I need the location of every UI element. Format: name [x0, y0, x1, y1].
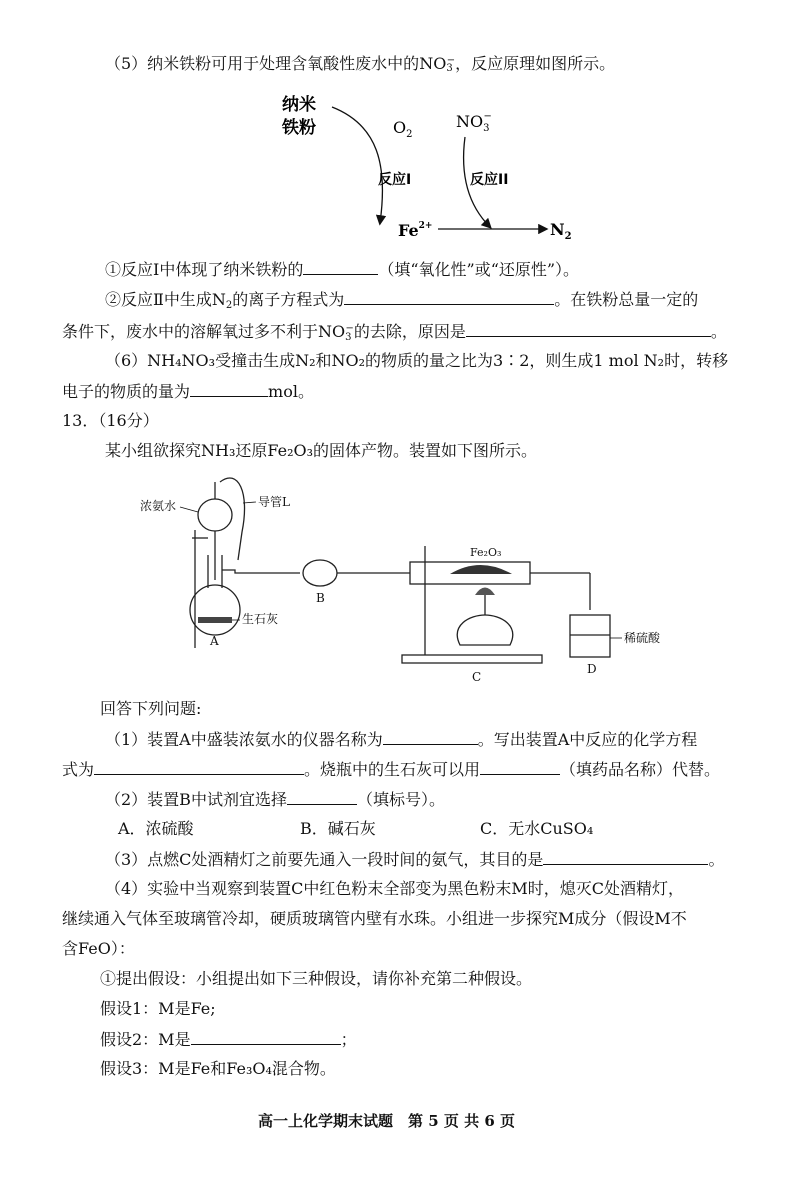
answer-blank[interactable] — [480, 758, 560, 775]
hypothesis-1: 假设1：M是Fe; — [100, 999, 216, 1018]
flask-a — [190, 585, 240, 635]
option-b: B．碱石灰 — [300, 819, 376, 838]
q5-sub2-line2-mid: 的去除，原因是 — [353, 322, 466, 341]
q5-sub2-line2-text: 条件下，废水中的溶解氧过多不利于NO — [62, 322, 346, 341]
reaction1-label: 反应I — [378, 172, 412, 188]
q5-sub1 — [105, 258, 579, 281]
q6-line2-text: 电子的物质的量为 — [62, 382, 191, 401]
answer-blank[interactable] — [191, 1028, 341, 1045]
q6-line2-suffix: mol。 — [268, 382, 314, 401]
q5-sub2-line1: ②反应Ⅱ中生成$N_2$的离子方程式为 。在铁粉总量一定的 — [105, 290, 699, 311]
answer-blank[interactable] — [287, 788, 357, 805]
q5-sub2-suffix: 。在铁粉总量一定的 — [554, 290, 699, 309]
answer-blank[interactable] — [543, 848, 708, 865]
q13-p1-suffix: 。写出装置A中反应的化学方程 — [477, 730, 698, 749]
label-b: B — [316, 591, 325, 605]
q13-p4-line3: 含FeO）： — [62, 939, 135, 958]
answer-blank[interactable] — [94, 758, 304, 775]
label-ammonia: 浓氨水 — [140, 499, 177, 513]
option-c: C．无水CuSO₄ — [480, 819, 594, 838]
page-footer: 高一上化学期末试题 第 5 页 共 6 页 — [258, 1112, 515, 1130]
answer-blank[interactable] — [344, 288, 554, 305]
label-lime: 生石灰 — [242, 612, 279, 626]
fe2-label: $Fe^{2+}$ — [398, 221, 433, 240]
q6-line1: （6）NH₄NO₃受撞击生成N₂和NO₂的物质的量之比为3∶2，则生成1 mol N₂时，转移 — [105, 351, 729, 370]
q13-p4-line1: （4）实验中当观察到装置C中红色粉末全部变为黑色粉末M时，熄灭C处酒精灯， — [105, 879, 685, 898]
apparatus-diagram — [140, 470, 660, 690]
q13-intro: 某小组欲探究NH₃还原Fe₂O₃的固体产物。装置如下图所示。 — [105, 441, 538, 460]
hypothesis-2-text: 假设2：M是 — [100, 1030, 191, 1049]
label-c: C — [472, 670, 482, 684]
q5-sub1-suffix: （填“氧化性”或“还原性”）。 — [378, 260, 580, 279]
q5-sub2-mid: 的离子方程式为 — [232, 290, 345, 309]
beaker-d — [570, 615, 610, 657]
q13-p1-line2-text: 式为 — [62, 760, 95, 779]
q5-sub1-text: ①反应Ⅰ中体现了纳米铁粉的 — [105, 260, 304, 279]
q13-p1-line2-suffix: （填药品名称）代替。 — [560, 760, 721, 779]
option-a: A．浓硫酸 — [118, 819, 194, 838]
answer-blank[interactable] — [466, 320, 711, 337]
label-tube-l: 导管L — [258, 495, 290, 509]
q5-intro-text: （5）纳米铁粉可用于处理含氧酸性废水中的 — [105, 54, 420, 73]
q13-p2 — [105, 788, 445, 811]
drying-tube-b — [303, 560, 337, 586]
q13-p2-text: （2）装置B中试剂宜选择 — [105, 790, 287, 809]
q13-p1-line1 — [105, 728, 697, 751]
label-fe2o3: Fe₂O₃ — [470, 546, 502, 559]
alcohol-lamp — [457, 615, 512, 645]
q5-sub2-text: ②反应Ⅱ中生成N — [105, 290, 226, 309]
answer-blank[interactable] — [190, 380, 268, 397]
n2-label: $N_2$ — [550, 220, 572, 242]
q13-p2-suffix: （填标号）。 — [356, 790, 445, 809]
o2-label: $O_2$ — [393, 118, 413, 140]
q5-intro-suffix: ，反应原理如图所示。 — [455, 54, 616, 73]
nano-iron-label-2: 铁粉 — [282, 118, 316, 138]
conduit-l — [220, 478, 245, 560]
q13-p1-text: （1）装置A中盛装浓氨水的仪器名称为 — [105, 730, 383, 749]
q13-p1-line2 — [62, 758, 720, 781]
q13-p3-text: （3）点燃C处酒精灯之前要先通入一段时间的氨气，其目的是 — [105, 850, 544, 869]
separatory-funnel — [198, 499, 232, 531]
answer-blank[interactable] — [303, 258, 378, 275]
hypothesis-2-suffix: ； — [340, 1030, 357, 1049]
no3-label: $NO_3-$ — [456, 111, 492, 134]
q13-p3-suffix: 。 — [708, 850, 725, 869]
q5-sub2-line2: 条件下，废水中的溶解氧过多不利于$NO_3^-$的去除，原因是 。 — [62, 322, 727, 343]
q13-p1-line2-mid: 。烧瓶中的生石灰可以用 — [304, 760, 481, 779]
hypothesis-intro: ①提出假设：小组提出如下三种假设，请你补充第二种假设。 — [100, 969, 533, 988]
nano-iron-label-1: 纳米 — [282, 95, 316, 115]
hypothesis-3: 假设3：M是Fe和Fe₃O₄混合物。 — [100, 1059, 336, 1078]
q13-p3 — [105, 848, 724, 871]
label-a: A — [210, 634, 219, 648]
reaction2-label: 反应II — [470, 172, 509, 188]
q5-intro: （5）纳米铁粉可用于处理含氧酸性废水中的$NO_3^-$，反应原理如图所示。 — [105, 54, 616, 74]
answer-prompt: 回答下列问题: — [100, 699, 202, 718]
q6-line2 — [62, 380, 314, 403]
q13-p4-line2: 继续通入气体至玻璃管冷却，硬质玻璃管内壁有水珠。小组进一步探究M成分（假设M不 — [62, 909, 687, 928]
q13-header: 13．（16分） — [62, 411, 159, 430]
label-d: D — [587, 662, 597, 676]
reaction1-arrow — [332, 107, 382, 223]
reaction-diagram — [260, 85, 580, 245]
q5-intro-species: NO — [419, 54, 447, 73]
answer-blank[interactable] — [383, 728, 478, 745]
hypothesis-2 — [100, 1028, 357, 1051]
label-acid: 稀硫酸 — [624, 631, 660, 645]
q5-sub2-line2-suffix: 。 — [710, 322, 727, 341]
